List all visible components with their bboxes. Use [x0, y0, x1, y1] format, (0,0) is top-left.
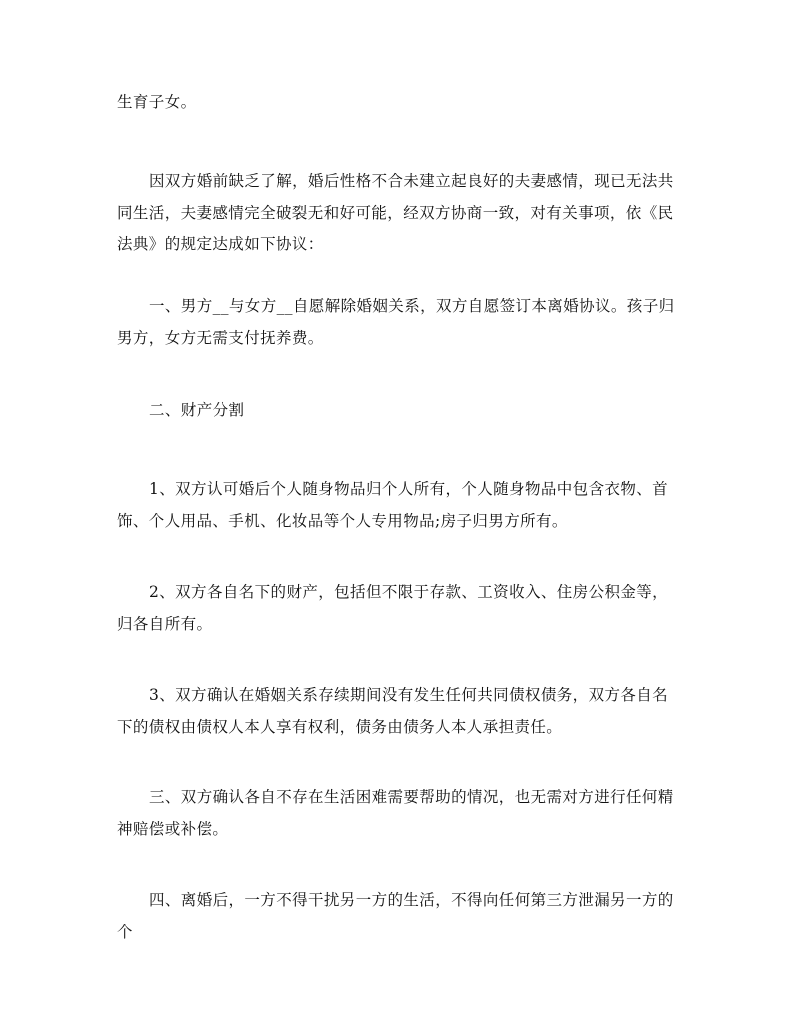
- paragraph-clause-1: 一、男方__与女方__自愿解除婚姻关系，双方自愿签订本离婚协议。孩子归男方，女方无需支付抚养费。: [117, 297, 675, 347]
- paragraph-clause-2-item-3: 3、双方确认在婚姻关系存续期间没有发生任何共同债权债务，双方各自名下的债权由债权人本人享有权利，债务由债务人本人承担责任。: [117, 686, 669, 736]
- paragraph-clause-2-item-1: 1、双方认可婚后个人随身物品归个人所有，个人随身物品中包含衣物、首饰、个人用品、手机、化妆品等个人专用物品;房子归男方所有。: [117, 480, 669, 530]
- paragraph-preamble: 因双方婚前缺乏了解，婚后性格不合未建立起良好的夫妻感情，现已无法共同生活，夫妻感情完全破裂无和好可能，经双方协商一致，对有关事项，依《民法典》的规定达成如下协议：: [117, 172, 674, 253]
- paragraph-continuation: 生育子女。: [117, 93, 197, 111]
- paragraph-clause-4: 四、离婚后，一方不得干扰另一方的生活，不得向任何第三方泄漏另一方的个: [117, 891, 674, 941]
- paragraph-clause-2-item-2: 2、双方各自名下的财产，包括但不限于存款、工资收入、住房公积金等，归各自所有。: [117, 583, 669, 633]
- paragraph-clause-3: 三、双方确认各自不存在生活困难需要帮助的情况，也无需对方进行任何精神赔偿或补偿。: [117, 788, 674, 838]
- paragraph-clause-2-heading: 二、财产分割: [149, 401, 245, 419]
